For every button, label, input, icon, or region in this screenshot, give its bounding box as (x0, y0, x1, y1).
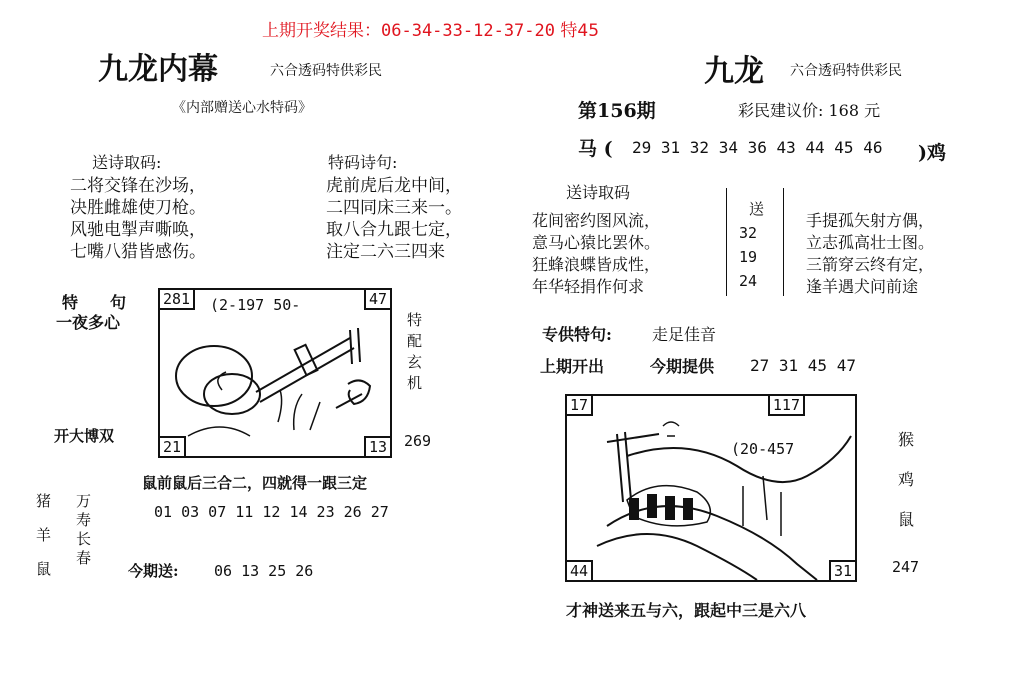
wish-char: 春 (76, 549, 92, 567)
right-title: 九龙 (704, 54, 764, 89)
last-issue-label: 上期开出 (540, 357, 605, 376)
poem-line: 注定二六三四来 (326, 242, 445, 262)
today-numbers: 06 13 25 26 (214, 562, 314, 580)
left-poem-heading: 送诗取码: (92, 153, 162, 172)
poem-line: 狂蜂浪蝶皆成性， (532, 255, 661, 274)
left-side-number: 269 (404, 432, 432, 450)
last-result-label: 上期开奖结果： (262, 21, 381, 41)
wish-char: 万 (76, 492, 92, 510)
exclusive-label: 专供特句: (542, 325, 612, 344)
send-box (726, 188, 784, 296)
right-poem-heading: 送诗取码 (566, 183, 631, 202)
corner-top-left: 17 (565, 394, 593, 416)
corner-top-left: 281 (158, 288, 195, 310)
right-picture (565, 394, 857, 582)
horse-label: 马 ( (578, 138, 613, 160)
this-issue-numbers: 27 31 45 47 (750, 356, 856, 375)
issue-number: 第156期 (578, 100, 656, 122)
send-number: 19 (739, 248, 758, 266)
poem-line: 七嘴八猎皆感伤。 (70, 242, 206, 262)
poem-line: 立志孤高壮士图。 (806, 233, 935, 252)
special-poem (326, 175, 462, 263)
corner-bottom-left: 21 (158, 436, 186, 458)
fishing-sketch (160, 290, 390, 456)
zodiac-char: 羊 (36, 526, 52, 544)
poem-line: 花间密约图风流， (532, 211, 661, 230)
zodiac-char: 猪 (36, 492, 52, 510)
poem-line: 决胜雌雄使刀枪。 (70, 198, 206, 218)
rooster-label: )鸡 (918, 142, 946, 164)
send-label: 送 (749, 200, 765, 218)
right-poem (532, 210, 660, 298)
left-poem (70, 175, 206, 263)
wish-vertical (76, 492, 91, 568)
left-subtitle: 六合透码特供彩民 (270, 63, 382, 79)
send-number: 24 (739, 272, 758, 290)
poem-line: 意马心猿比罢休。 (532, 233, 661, 252)
zodiac-char: 猴 (898, 430, 915, 449)
special-phrase: 一夜多心 (56, 313, 121, 332)
last-result-banner (262, 16, 599, 41)
poem-line: 取八合九跟七定， (326, 220, 462, 240)
corner-bottom-right: 13 (364, 436, 392, 458)
send-number: 32 (739, 224, 758, 242)
corner-top-right: 117 (768, 394, 805, 416)
poem-line: 手提孤矢射方偶， (806, 211, 935, 230)
poem-line: 二四同床三来一。 (326, 198, 462, 218)
right-poem-2 (806, 210, 934, 298)
zodiac-char: 鼠 (898, 510, 915, 529)
numbers-row: 01 03 07 11 12 14 23 26 27 (154, 503, 389, 521)
rat-phrase: 鼠前鼠后三合二，四就得一跟三定 (142, 474, 368, 492)
wish-char: 长 (76, 530, 92, 548)
bottom-left-label: 开大博双 (54, 427, 115, 445)
inner-tagline: 《内部赠送心水特码》 (172, 100, 312, 116)
poem-line: 逢羊遇犬问前途 (806, 277, 919, 296)
side-char: 玄 (407, 353, 423, 371)
zodiac-char: 鸡 (898, 470, 915, 489)
this-issue-label: 今期提供 (650, 357, 715, 376)
left-title: 九龙内幕 (98, 52, 218, 87)
last-result-numbers: 06-34-33-12-37-20 (381, 21, 555, 41)
poem-line: 三箭穿云终有定， (806, 255, 935, 274)
exclusive-phrase: 走足佳音 (652, 325, 717, 344)
side-char: 机 (407, 374, 423, 392)
poem-line: 风驰电掣声嘶唤， (70, 220, 206, 240)
poem-line: 二将交锋在沙场， (70, 176, 206, 196)
left-picture (158, 288, 392, 458)
right-picture-scribble: (20-457 (731, 440, 795, 458)
side-char: 特 (407, 311, 423, 329)
corner-bottom-left: 44 (565, 560, 593, 582)
corner-top-right: 47 (364, 288, 392, 310)
horse-numbers: 29 31 32 34 36 43 44 45 46 (632, 138, 883, 157)
left-picture-scribble: (2-197 50- (210, 296, 301, 314)
right-subtitle: 六合透码特供彩民 (790, 63, 902, 79)
landscape-sketch (567, 396, 855, 580)
right-zodiac-vertical (898, 420, 914, 540)
zodiac-char: 鼠 (36, 560, 52, 578)
left-side-vertical (407, 310, 422, 394)
right-side-number: 247 (892, 558, 920, 576)
wish-char: 寿 (76, 511, 92, 529)
special-phrase-label: 特 句 (62, 293, 127, 312)
corner-bottom-right: 31 (829, 560, 857, 582)
special-number: 特45 (560, 21, 600, 41)
poem-line: 年华轻捐作何求 (532, 277, 645, 296)
price-label: 彩民建议价: 168 元 (738, 101, 881, 120)
poem-line: 虎前虎后龙中间， (326, 176, 462, 196)
footer-phrase: 才神送来五与六，跟起中三是六八 (566, 601, 807, 620)
side-char: 配 (407, 332, 423, 350)
today-label: 今期送: (128, 562, 179, 580)
special-poem-heading: 特码诗句: (328, 153, 398, 172)
zodiac-vertical (36, 484, 51, 586)
